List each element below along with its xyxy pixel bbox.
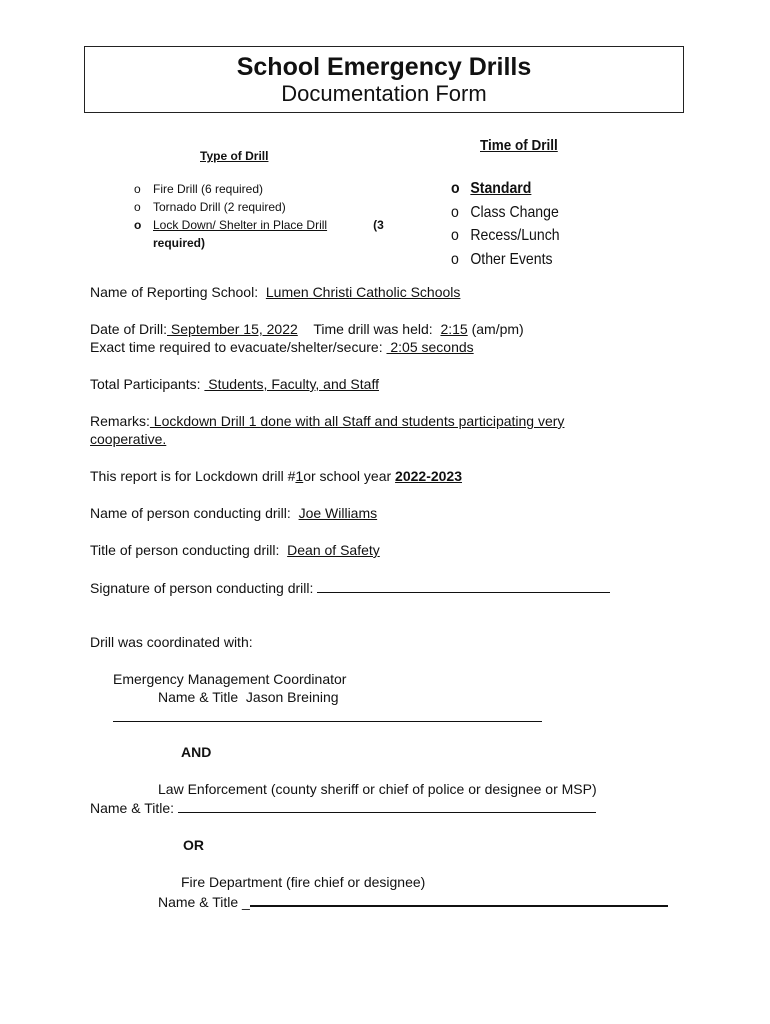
evacuation-time-value[interactable]: 2:05 seconds — [386, 339, 474, 355]
law-enforcement-name-field: Name & Title: — [90, 798, 596, 817]
fire-department-name-field: Name & Title _ — [158, 891, 668, 911]
person-name-value[interactable]: Joe Williams — [298, 505, 378, 521]
bullet-icon: o — [134, 182, 141, 196]
time-option-recess-lunch[interactable]: o Recess/Lunch — [451, 224, 560, 248]
bullet-icon-selected: o — [451, 180, 460, 197]
time-value[interactable]: 2:15 — [440, 321, 468, 337]
fire-department-name-line[interactable] — [250, 891, 668, 907]
remarks-field-continued — [90, 430, 166, 448]
emc-label: Emergency Management Coordinator — [113, 671, 347, 687]
law-enforcement-label: Law Enforcement (county sheriff or chief of police or designee or MSP) — [158, 781, 597, 797]
person-title-value[interactable]: Dean of Safety — [287, 542, 380, 558]
and-label: AND — [181, 744, 212, 760]
bullet-icon: o — [451, 227, 459, 244]
law-enforcement-name-line[interactable] — [178, 798, 596, 813]
report-number-value[interactable]: 1 — [295, 468, 304, 484]
person-title-field: Title of person conducting drill: Dean of Safety — [90, 542, 380, 558]
time-option-standard[interactable]: o Standard — [451, 177, 560, 201]
participants-value[interactable]: Students, Faculty, and Staff — [204, 376, 379, 392]
date-value[interactable]: September 15, 2022 — [167, 321, 298, 337]
signature-field: Signature of person conducting drill: — [90, 578, 610, 597]
drill-option-fire[interactable]: o Fire Drill (6 required) — [134, 182, 264, 196]
remarks-value-line-2[interactable]: cooperative. — [90, 431, 167, 447]
form-title: School Emergency Drills — [236, 53, 532, 81]
bullet-icon: o — [134, 200, 141, 214]
emc-name-field: Name & Title Jason Breining — [158, 689, 339, 705]
bullet-icon: o — [451, 203, 459, 221]
time-option-class-change[interactable]: o Class Change — [451, 201, 560, 225]
emc-signature-line[interactable] — [113, 721, 542, 722]
bullet-icon-selected: o — [134, 218, 142, 232]
report-number-field: This report is for Lockdown drill #1or school year 2022-2023 — [90, 468, 462, 484]
date-time-field: Date of Drill: September 15, 2022 Time drill was held: 2:15 (am/pm) — [90, 321, 524, 337]
school-year-value[interactable]: 2022-2023 — [395, 468, 462, 484]
fire-department-label: Fire Department (fire chief or designee) — [181, 874, 426, 890]
signature-line[interactable] — [317, 578, 610, 593]
evacuation-time-field: Exact time required to evacuate/shelter/secure: 2:05 seconds — [90, 339, 474, 355]
drill-option-tornado[interactable]: o Tornado Drill (2 required) — [134, 200, 286, 214]
form-subtitle: Documentation Form — [281, 81, 487, 106]
time-option-other-events[interactable]: o Other Events — [451, 248, 560, 272]
form-title-box — [84, 46, 684, 113]
person-name-field: Name of person conducting drill: Joe Williams — [90, 505, 378, 521]
drill-option-lockdown[interactable]: o Lock Down/ Shelter in Place Drill (3 — [134, 218, 384, 232]
coordination-heading: Drill was coordinated with: — [90, 634, 253, 650]
time-of-drill-heading: Time of Drill — [480, 137, 558, 154]
school-value[interactable]: Lumen Christi Catholic Schools — [265, 284, 461, 300]
time-of-drill-list — [451, 177, 560, 271]
or-label: OR — [183, 837, 204, 853]
type-of-drill-list: o Fire Drill (6 required) o Tornado Drill (2 required) o Lock Down/ Shelter in Place Drill (3 required) — [134, 182, 384, 250]
remarks-value-line-1[interactable]: Lockdown Drill 1 done with all Staff and students participating very — [149, 413, 565, 429]
remarks-field: Remarks: Lockdown Drill 1 done with all Staff and students participating very — [90, 413, 565, 429]
emc-name-value[interactable]: Jason Breining — [245, 689, 339, 705]
school-field: Name of Reporting School: Lumen Christi Catholic Schools — [90, 284, 461, 300]
participants-field: Total Participants: Students, Faculty, and Staff — [90, 376, 379, 392]
type-of-drill-heading: Type of Drill — [200, 149, 269, 163]
bullet-icon: o — [451, 250, 459, 268]
